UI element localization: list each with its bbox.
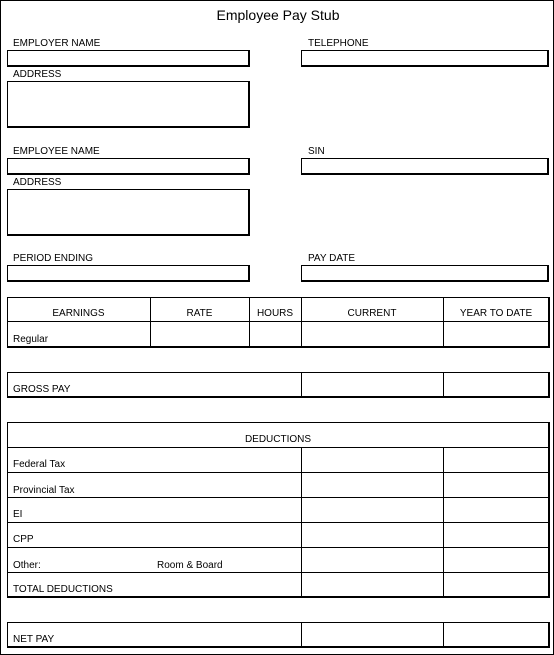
provincial-tax-ytd-cell[interactable]	[444, 473, 548, 497]
year-to-date-header: YEAR TO DATE	[459, 308, 533, 319]
period-ending-field[interactable]	[7, 265, 250, 282]
pay-date-label: PAY DATE	[308, 253, 356, 264]
gross-pay-current-cell[interactable]	[302, 373, 443, 397]
employee-name-field[interactable]	[7, 158, 250, 175]
deductions-header: DEDUCTIONS	[244, 434, 312, 445]
total-deductions-ytd-cell[interactable]	[444, 573, 548, 597]
net-pay-current-cell[interactable]	[302, 623, 443, 647]
employee-address-field[interactable]	[7, 189, 250, 236]
cpp-ytd-cell[interactable]	[444, 523, 548, 547]
employee-address-label: ADDRESS	[13, 177, 62, 188]
provincial-tax-current-cell[interactable]	[302, 473, 443, 497]
regular-ytd-cell[interactable]	[444, 322, 548, 347]
sin-field[interactable]	[301, 158, 549, 175]
regular-rate-cell[interactable]	[151, 322, 249, 347]
period-ending-label: PERIOD ENDING	[13, 253, 94, 264]
employer-name-label: EMPLOYER NAME	[13, 38, 101, 49]
pay-date-field[interactable]	[301, 265, 549, 282]
earnings-header: EARNINGS	[52, 308, 105, 319]
form-title: Employee Pay Stub	[216, 7, 340, 23]
federal-tax-current-cell[interactable]	[302, 448, 443, 472]
federal-tax-label: Federal Tax	[13, 459, 66, 470]
ei-label: EI	[13, 509, 23, 520]
regular-row-label: Regular	[13, 334, 49, 345]
total-deductions-current-cell[interactable]	[302, 573, 443, 597]
total-deductions-label: TOTAL DEDUCTIONS	[13, 584, 113, 595]
cpp-label: CPP	[13, 534, 34, 545]
employer-address-field[interactable]	[7, 81, 250, 128]
net-pay-ytd-cell[interactable]	[444, 623, 548, 647]
telephone-field[interactable]	[301, 50, 549, 67]
other-ytd-cell[interactable]	[444, 548, 548, 572]
other-note-room-board: Room & Board	[157, 560, 223, 571]
other-current-cell[interactable]	[302, 548, 443, 572]
gross-pay-label: GROSS PAY	[13, 384, 71, 395]
gross-pay-ytd-cell[interactable]	[444, 373, 548, 397]
sin-label: SIN	[308, 146, 325, 157]
current-header: CURRENT	[347, 308, 397, 319]
employer-address-label: ADDRESS	[13, 69, 62, 80]
net-pay-label: NET PAY	[13, 634, 55, 645]
telephone-label: TELEPHONE	[308, 38, 369, 49]
employee-name-label: EMPLOYEE NAME	[13, 146, 100, 157]
ei-ytd-cell[interactable]	[444, 498, 548, 522]
provincial-tax-label: Provincial Tax	[13, 485, 75, 496]
federal-tax-ytd-cell[interactable]	[444, 448, 548, 472]
rate-header: RATE	[186, 308, 213, 319]
regular-hours-cell[interactable]	[250, 322, 301, 347]
hours-header: HOURS	[256, 308, 294, 319]
employer-name-field[interactable]	[7, 50, 250, 67]
cpp-current-cell[interactable]	[302, 523, 443, 547]
ei-current-cell[interactable]	[302, 498, 443, 522]
regular-current-cell[interactable]	[302, 322, 443, 347]
other-label: Other:	[13, 560, 41, 571]
